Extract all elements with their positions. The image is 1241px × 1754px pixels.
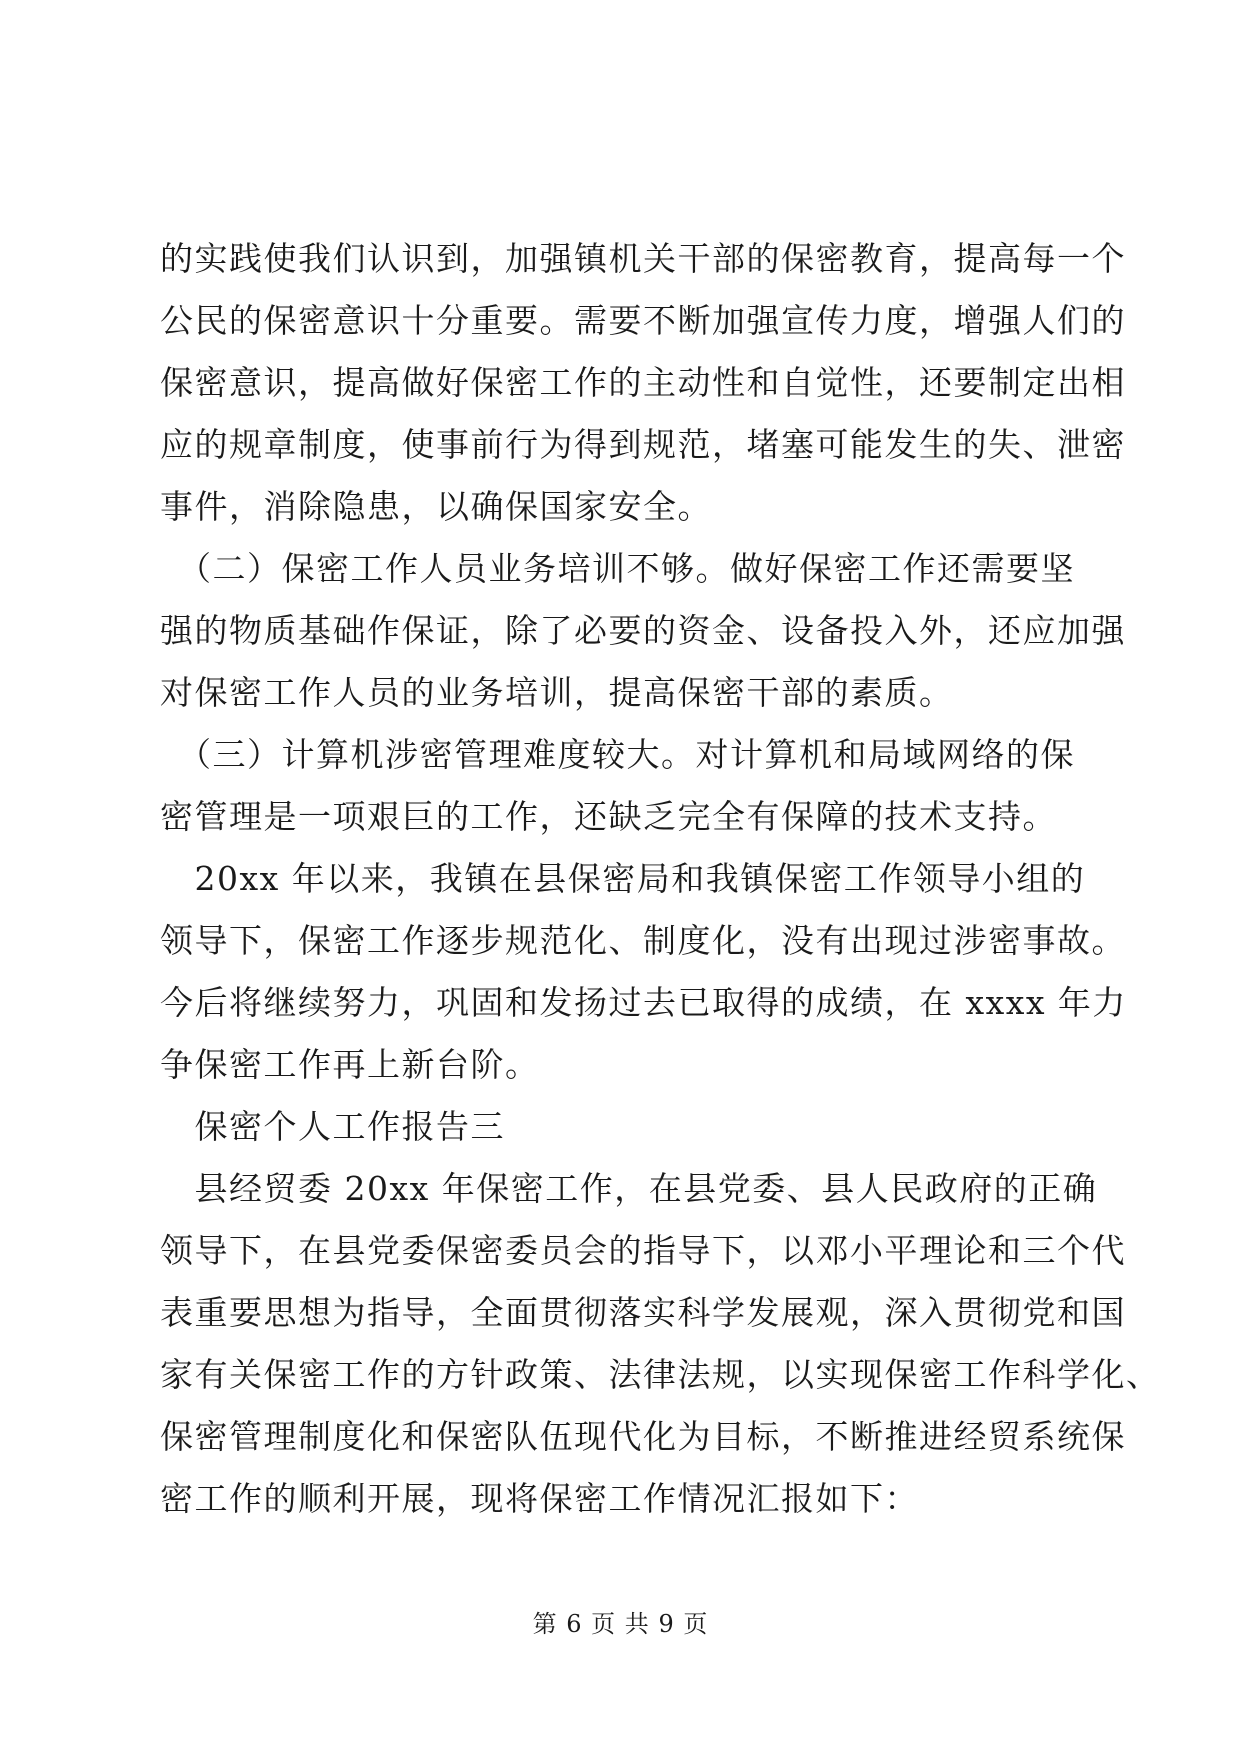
text-line: 事件，消除隐患，以确保国家安全。 bbox=[160, 487, 712, 526]
text-line: 20xx 年以来，我镇在县保密局和我镇保密工作领导小组的 bbox=[160, 859, 1086, 898]
text-line: 密管理是一项艰巨的工作，还缺乏完全有保障的技术支持。 bbox=[160, 797, 1057, 836]
text-line: 领导下，保密工作逐步规范化、制度化，没有出现过涉密事故。 bbox=[160, 921, 1126, 960]
text-line: 强的物质基础作保证，除了必要的资金、设备投入外，还应加强 bbox=[160, 611, 1126, 650]
page-number: 第 6 页 共 9 页 bbox=[532, 1610, 709, 1638]
text-line: 的实践使我们认识到，加强镇机关干部的保密教育，提高每一个 bbox=[160, 239, 1126, 278]
text-line: 领导下，在县党委保密委员会的指导下，以邓小平理论和三个代 bbox=[160, 1231, 1126, 1270]
text-line: 保密管理制度化和保密队伍现代化为目标，不断推进经贸系统保 bbox=[160, 1417, 1126, 1456]
page-footer bbox=[0, 1604, 1241, 1639]
text-line: 公民的保密意识十分重要。需要不断加强宣传力度，增强人们的 bbox=[160, 301, 1126, 340]
text-line: 今后将继续努力，巩固和发扬过去已取得的成绩，在 xxxx 年力 bbox=[160, 983, 1127, 1022]
text-line: （三）计算机涉密管理难度较大。对计算机和局域网络的保 bbox=[160, 735, 1075, 774]
section-heading: 保密个人工作报告三 bbox=[160, 1107, 505, 1146]
text-line: 保密意识，提高做好保密工作的主动性和自觉性，还要制定出相 bbox=[160, 363, 1126, 402]
document-body bbox=[160, 228, 1161, 1530]
text-line: 家有关保密工作的方针政策、法律法规，以实现保密工作科学化、 bbox=[160, 1355, 1161, 1394]
text-line: 争保密工作再上新台阶。 bbox=[160, 1045, 540, 1084]
text-line: 表重要思想为指导，全面贯彻落实科学发展观，深入贯彻党和国 bbox=[160, 1293, 1126, 1332]
text-line: 对保密工作人员的业务培训，提高保密干部的素质。 bbox=[160, 673, 954, 712]
text-line: （二）保密工作人员业务培训不够。做好保密工作还需要坚 bbox=[160, 549, 1075, 588]
text-line: 县经贸委 20xx 年保密工作，在县党委、县人民政府的正确 bbox=[160, 1169, 1098, 1208]
text-line: 应的规章制度，使事前行为得到规范，堵塞可能发生的失、泄密 bbox=[160, 425, 1126, 464]
text-line: 密工作的顺利开展，现将保密工作情况汇报如下： bbox=[160, 1479, 919, 1518]
